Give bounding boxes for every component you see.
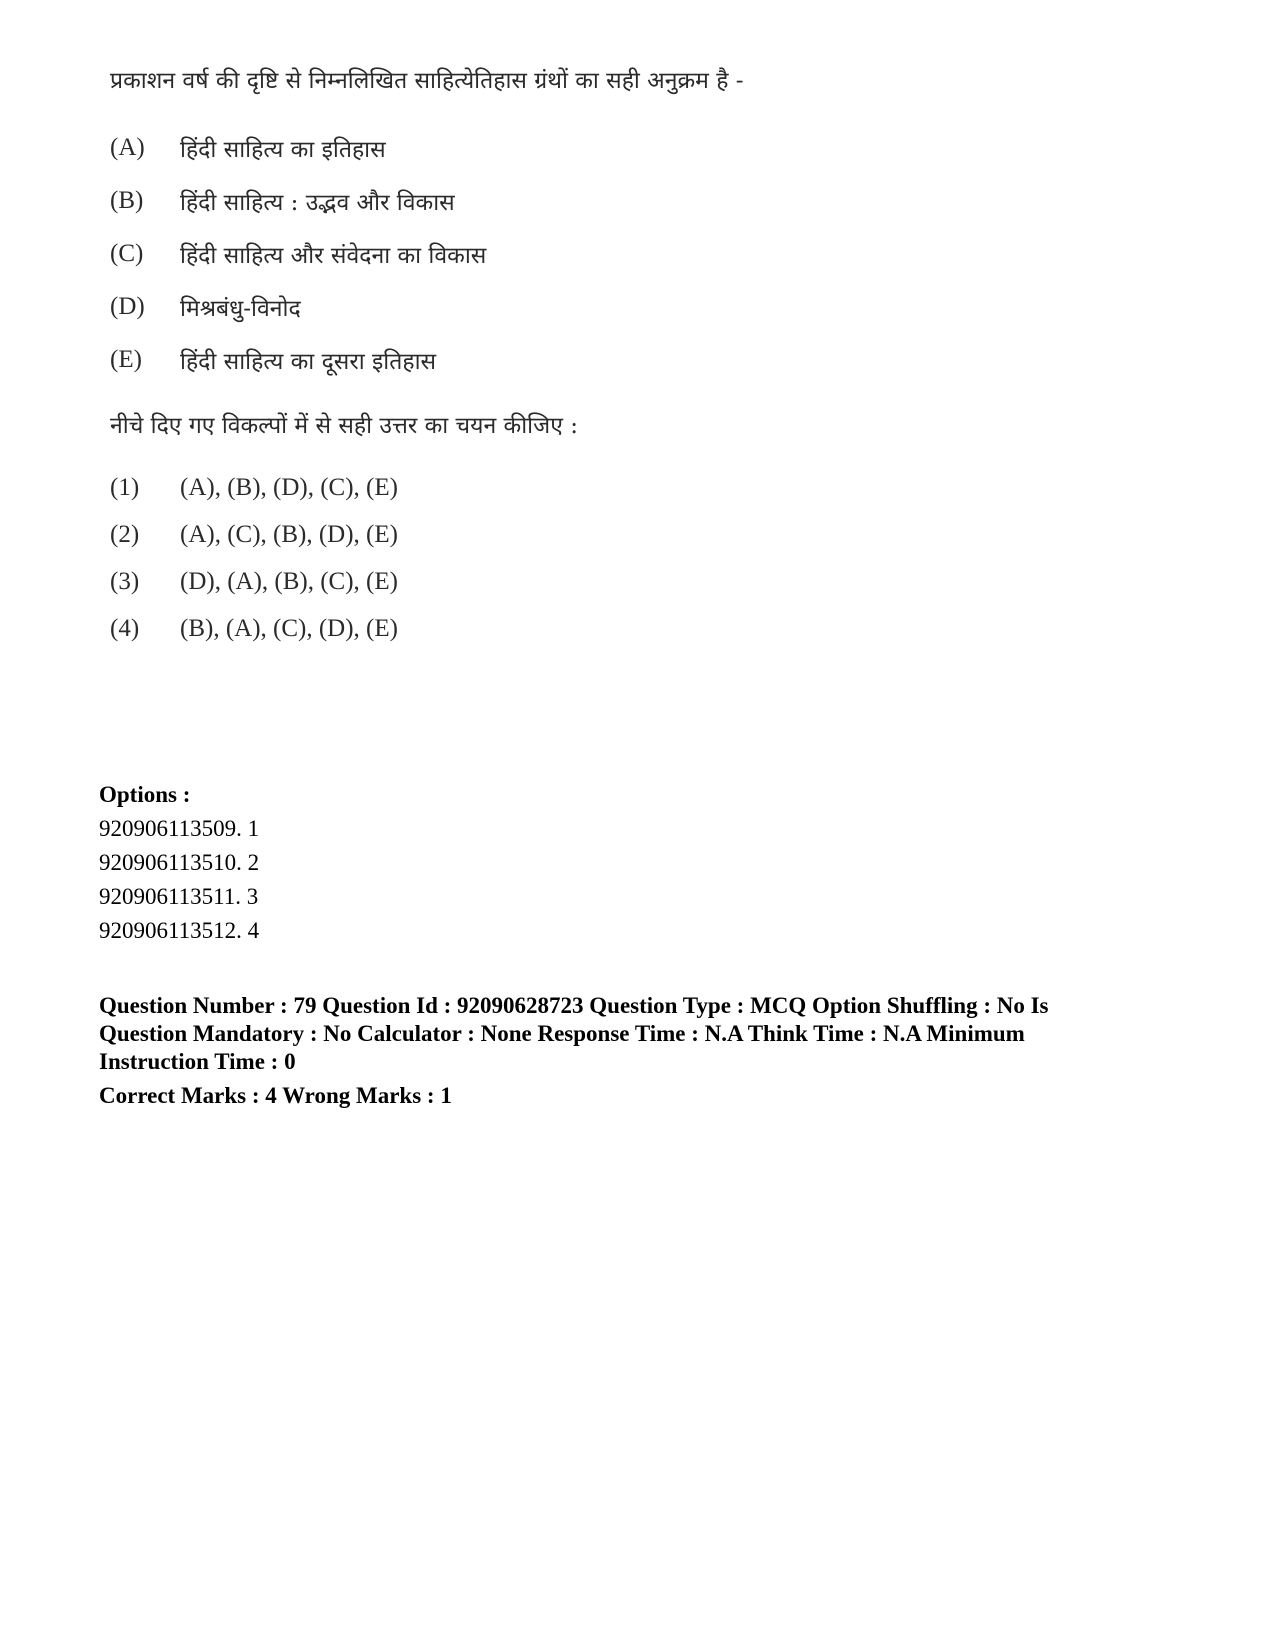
option-line: 920906113511. 3 — [99, 884, 259, 909]
item-label: (E) — [110, 345, 142, 373]
item-text: हिंदी साहित्य : उद्भव और विकास — [180, 189, 455, 216]
item-label: (D) — [110, 292, 145, 320]
item-label: (A) — [110, 133, 145, 161]
question-image — [110, 65, 830, 652]
item-label: (C) — [110, 239, 144, 267]
question-instruction: नीचे दिए गए विकल्पों में से सही उत्तर का चयन कीजिए : — [110, 413, 578, 439]
options-block — [99, 778, 259, 948]
answer-choice — [110, 464, 830, 511]
meta-line: Question Mandatory : No Calculator : None Response Time : N.A Think Time : N.A Minimum — [99, 1021, 1025, 1046]
choice-label: (1) — [110, 473, 140, 501]
choice-label: (4) — [110, 614, 140, 642]
marks-line: Correct Marks : 4 Wrong Marks : 1 — [99, 1083, 452, 1108]
meta-line: Instruction Time : 0 — [99, 1049, 296, 1074]
answer-choice — [110, 511, 830, 558]
answer-choice — [110, 605, 830, 652]
list-item — [110, 333, 830, 386]
option-line: 920906113512. 4 — [99, 918, 260, 943]
list-item — [110, 280, 830, 333]
list-item — [110, 121, 830, 174]
question-meta — [99, 992, 1139, 1110]
meta-line: Question Number : 79 Question Id : 92090628723 Question Type : MCQ Option Shuffling : No Is — [99, 993, 1049, 1018]
list-item — [110, 174, 830, 227]
option-line: 920906113510. 2 — [99, 850, 260, 875]
choice-label: (3) — [110, 567, 140, 595]
question-stem: प्रकाशन वर्ष की दृष्टि से निम्नलिखित साहित्येतिहास ग्रंथों का सही अनुक्रम है - — [110, 68, 744, 94]
item-text: हिंदी साहित्य का इतिहास — [180, 136, 386, 163]
answer-choice — [110, 558, 830, 605]
choice-text: (B), (A), (C), (D), (E) — [180, 614, 398, 642]
list-item — [110, 227, 830, 280]
options-heading: Options : — [99, 782, 191, 807]
choice-text: (A), (B), (D), (C), (E) — [180, 473, 398, 501]
item-text: हिंदी साहित्य का दूसरा इतिहास — [180, 348, 437, 375]
option-line: 920906113509. 1 — [99, 816, 260, 841]
choice-label: (2) — [110, 520, 140, 548]
item-text: हिंदी साहित्य और संवेदना का विकास — [180, 242, 487, 269]
choice-text: (D), (A), (B), (C), (E) — [180, 567, 398, 595]
item-text: मिश्रबंधु-विनोद — [180, 295, 301, 322]
item-label: (B) — [110, 186, 144, 214]
choice-text: (A), (C), (B), (D), (E) — [180, 520, 398, 548]
